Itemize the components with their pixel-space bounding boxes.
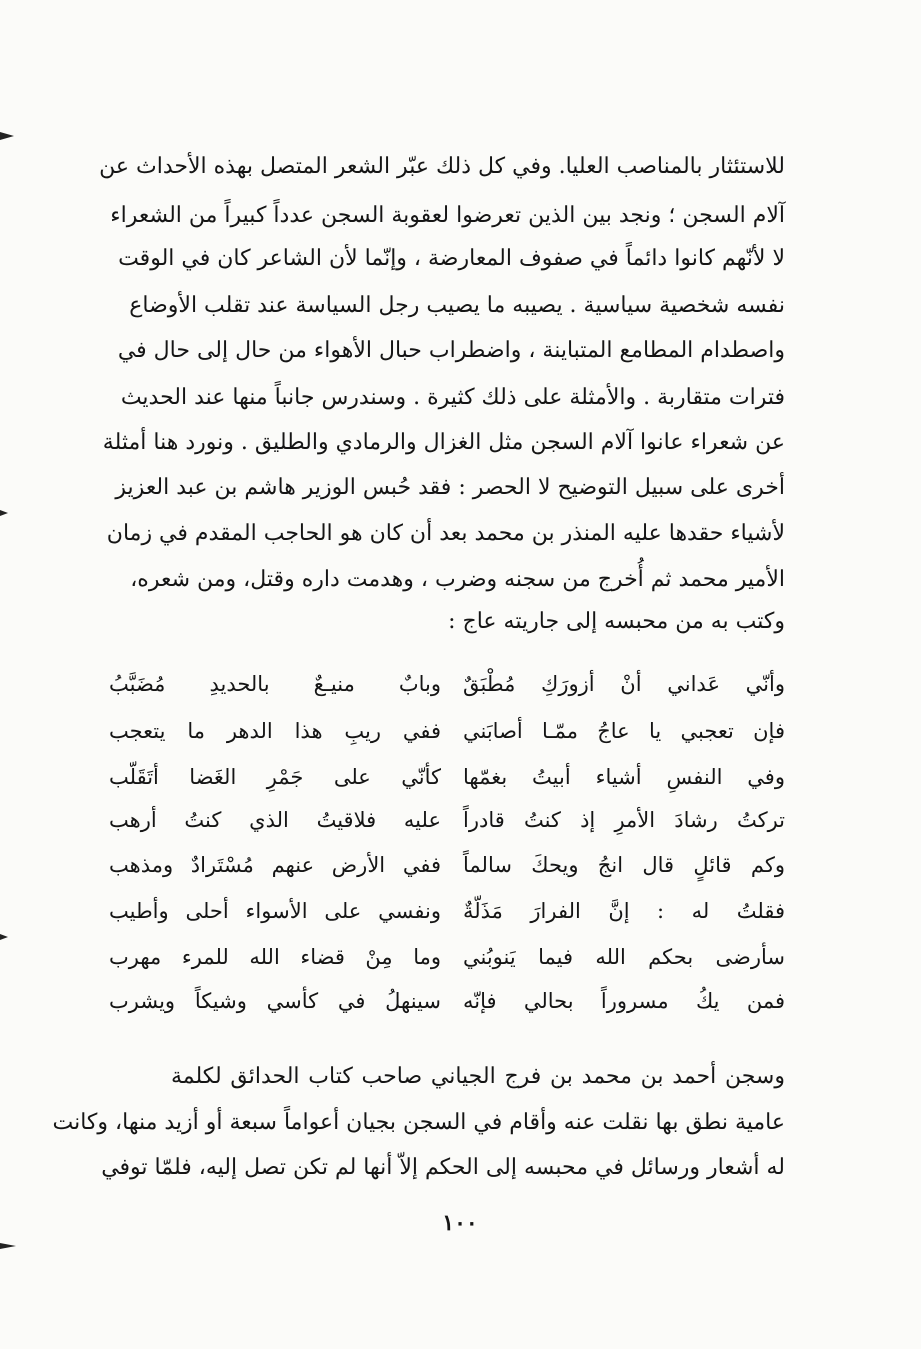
scan-edge-mark [0,510,8,516]
paragraph-line: الأمير محمد ثم أُخرج من سجنه وضرب ، وهدمت داره وقتل، ومن شعره، [130,567,785,592]
poem-second-hemistich: وما مِنْ قضاء الله للمرء مهرب [109,945,441,969]
paragraph-line: للاستئثار بالمناصب العليا. وفي كل ذلك عبّر الشعر المتصل بهذه الأحداث عن [99,154,785,179]
poem-first-hemistich: فقلتُ له : إنَّ الفرارَ مَذَلّةٌ [463,899,785,923]
poem-second-hemistich: ففي ريبِ هذا الدهر ما يتعجب [109,719,441,743]
scan-edge-mark [0,934,8,940]
poem-second-hemistich: ففي الأرض عنهم مُسْتَرادٌ ومذهب [109,853,441,877]
paragraph-line: واصطدام المطامع المتباينة ، واضطراب حبال الأهواء من حال إلى حال في [117,338,785,363]
poem-second-hemistich: سينهلُ في كأسي وشيكاً ويشرب [109,989,441,1013]
poem-first-hemistich: فمن يكُ مسروراً بحالي فإنّه [463,989,785,1013]
paragraph-line: أخرى على سبيل التوضيح لا الحصر : فقد حُبس الوزير هاشم بن عبد العزيز [115,475,785,500]
scan-edge-mark [0,1243,16,1249]
scan-edge-mark [0,132,14,140]
paragraph-line: عامية نطق بها نقلت عنه وأقام في السجن بجيان أعواماً سبعة أو أزيد منها، وكانت [52,1110,785,1135]
poem-first-hemistich: وكم قائلٍ قال انجُ ويحكَ سالماً [463,853,785,877]
poem-first-hemistich: وأنّي عَداني أنْ أزورَكِ مُطْبَقٌ [463,672,785,696]
poem-second-hemistich: عليه فلاقيتُ الذي كنتُ أرهب [109,808,441,832]
poem-first-hemistich: تركتُ رشادَ الأمرِ إذ كنتُ قادراً [463,808,785,832]
paragraph-line: لأشياء حقدها عليه المنذر بن محمد بعد أن كان هو الحاجب المقدم في زمان [106,521,785,546]
page-number: ١٠٠ [442,1210,478,1236]
poem-second-hemistich: وبابٌ منيـعٌ بالحديدِ مُضَبَّبُ [109,672,441,696]
paragraph-line: نفسه شخصية سياسية . يصيبه ما يصيب رجل السياسة عند تقلب الأوضاع [129,293,785,318]
paragraph-line: آلام السجن ؛ ونجد بين الذين تعرضوا لعقوبة السجن عدداً كبيراً من الشعراء [110,203,785,228]
poem-second-hemistich: ونفسي على الأسواء أحلى وأطيب [109,899,441,923]
paragraph-line: له أشعار ورسائل في محبسه إلى الحكم إلاّ أنها لم تكن تصل إليه، فلمّا توفي [101,1155,785,1180]
poem-first-hemistich: فإن تعجبي يا عاجُ ممّـا أصابَني [463,719,785,743]
paragraph-line: لا لأنّهم كانوا دائماً في صفوف المعارضة ، وإنّما لأن الشاعر كان في الوقت [118,246,785,271]
paragraph-line: وكتب به من محبسه إلى جاريته عاج : [448,609,785,634]
paragraph-line: عن شعراء عانوا آلام السجن مثل الغزال والرمادي والطليق . ونورد هنا أمثلة [102,430,785,455]
poem-first-hemistich: سأرضى بحكم الله فيما يَنوبُني [463,945,785,969]
poem-second-hemistich: كأنّي على جَمْرِ الغَضا أتَقَلّب [109,765,441,789]
paragraph-line: وسجن أحمد بن محمد بن فرج الجياني صاحب كتاب الحدائق لكلمة [171,1064,785,1089]
poem-first-hemistich: وفي النفسِ أشياء أبيتُ بغمّها [463,765,785,789]
paragraph-line: فترات متقاربة . والأمثلة على ذلك كثيرة . وسندرس جانباً منها عند الحديث [120,385,785,410]
